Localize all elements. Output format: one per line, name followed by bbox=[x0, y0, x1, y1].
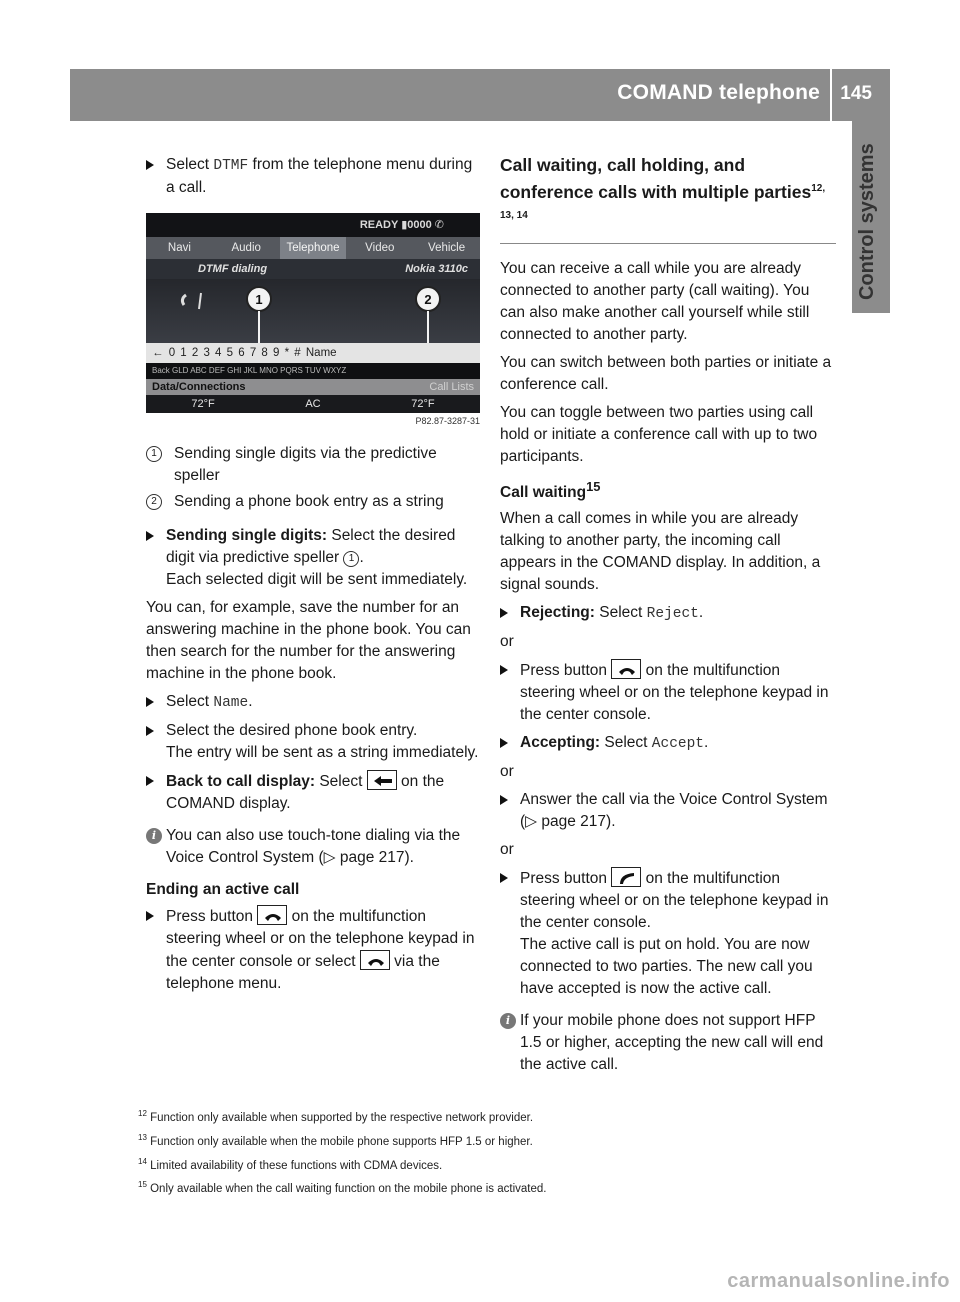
callout-2-number: 2 bbox=[146, 494, 162, 510]
step-press-accept: Press button on the multifunction steering wheel or on the telephone keypad in the center console. The active call is put on hold. You are now connected to two parties. The new call you have accepted is now the active call. bbox=[500, 867, 836, 1000]
dial-area-graphic bbox=[146, 279, 480, 343]
step-arrow-icon bbox=[146, 531, 154, 541]
callout-1-inline: 1 bbox=[343, 551, 359, 567]
heading-footnote-refs: 12, 13, 14 bbox=[500, 183, 826, 221]
section-label: Control systems bbox=[856, 143, 878, 300]
footnote-14: $^{14}$ Limited availability of these functions with CDMA devices. bbox=[138, 1156, 443, 1172]
step-arrow-icon bbox=[500, 873, 508, 883]
temp-left: 72°F bbox=[191, 398, 215, 410]
data-connections-bar bbox=[146, 379, 480, 395]
page-number: 145 bbox=[840, 83, 872, 104]
data-connections-item[interactable]: Data/Connections bbox=[152, 381, 246, 393]
figure-reference: P82.87-3287-31 bbox=[415, 416, 480, 426]
comand-screenshot bbox=[146, 213, 480, 413]
step-arrow-icon bbox=[146, 911, 154, 921]
step-end-call: Press button on the multifunction steering wheel or on the telephone keypad in the center console or select via the telephone menu. bbox=[146, 905, 484, 995]
end-call-icon bbox=[257, 905, 287, 925]
callout-1-marker bbox=[247, 287, 271, 343]
status-bar: READY ▮0000 ✆ bbox=[146, 213, 480, 237]
menu-audio[interactable]: Audio bbox=[231, 242, 261, 254]
menu-navi[interactable]: Navi bbox=[167, 242, 191, 254]
accept-call-icon bbox=[611, 867, 641, 887]
footnotes bbox=[138, 1104, 838, 1199]
callout-2-label: 2 bbox=[424, 292, 432, 307]
step-voice-answer: Answer the call via the Voice Control System (▷ page 217). bbox=[500, 789, 836, 833]
left-column bbox=[146, 154, 484, 1001]
step-arrow-icon bbox=[146, 697, 154, 707]
call-lists-item[interactable]: Call Lists bbox=[429, 381, 474, 393]
callout-1-description: 1 Sending single digits via the predictive speller bbox=[146, 443, 484, 487]
heading-rule bbox=[500, 243, 836, 244]
step-arrow-icon bbox=[500, 608, 508, 618]
ending-call-heading: Ending an active call bbox=[146, 881, 300, 898]
footnote-15: $^{15}$ Only available when the call waiting function on the mobile phone is activated. bbox=[138, 1180, 547, 1196]
para-save-number: You can, for example, save the number for an answering machine in the phone book. You can then search for the number for the answering machine in the phone book. bbox=[146, 599, 471, 682]
menu-video[interactable]: Video bbox=[365, 242, 395, 254]
reject-menu-item: Reject bbox=[646, 605, 699, 622]
step-select-name: Select Name. bbox=[146, 691, 484, 714]
climate-bar bbox=[146, 395, 480, 413]
or-separator: or bbox=[500, 762, 514, 780]
callout-2-marker bbox=[416, 287, 440, 343]
header-bar bbox=[70, 69, 890, 121]
step-reject: Rejecting: Select Reject. bbox=[500, 602, 836, 625]
para-call-waiting-intro: You can receive a call while you are already connected to another party (call waiting). You can also make another call yourself while still connected to another party. bbox=[500, 259, 810, 343]
phone-model: Nokia 3110c bbox=[405, 263, 468, 275]
step-arrow-icon bbox=[146, 160, 154, 170]
step-press-reject: Press button on the multifunction steering wheel or on the telephone keypad in the center console. bbox=[500, 659, 836, 726]
callout-1-label: 1 bbox=[255, 292, 263, 307]
end-call-icon bbox=[611, 659, 641, 679]
footnote-12: $^{12}$ Function only available when supported by the respective network provider. bbox=[138, 1109, 534, 1124]
info-icon: i bbox=[500, 1013, 516, 1029]
or-separator: or bbox=[500, 632, 514, 650]
step-arrow-icon bbox=[146, 776, 154, 786]
step-back-to-call: Back to call display: Select on the COMAND display. bbox=[146, 770, 484, 815]
step-accept: Accepting: Select Accept. bbox=[500, 732, 836, 755]
step-arrow-icon bbox=[500, 738, 508, 748]
footnote-13: $^{13}$ Function only available when the mobile phone supports HFP 1.5 or higher. bbox=[138, 1132, 533, 1148]
step-select-entry: Select the desired phone book entry. The entry will be sent as a string immediately. bbox=[146, 720, 484, 764]
para-toggle-parties: You can toggle between two parties using call hold or initiate a conference call with up to two participants. bbox=[500, 403, 818, 465]
predictive-speller-letters[interactable]: Back GLD ABC DEF GHI JKL MNO PQRS TUV WXYZ bbox=[146, 363, 480, 379]
call-waiting-heading: Call waiting$^{15}$ bbox=[500, 478, 601, 501]
para-call-waiting: When a call comes in while you are already talking to another party, the incoming call appears in the COMAND display. In addition, a signal sounds. bbox=[500, 509, 821, 593]
ac-label: AC bbox=[305, 398, 321, 410]
step-arrow-icon bbox=[146, 726, 154, 736]
name-menu-item: Name bbox=[213, 695, 249, 711]
step-arrow-icon bbox=[500, 665, 508, 675]
para-switch-parties: You can switch between both parties or initiate a conference call. bbox=[500, 353, 832, 393]
info-hfp: i If your mobile phone does not support HFP 1.5 or higher, accepting the new call will end the active call. bbox=[500, 1010, 836, 1076]
or-separator: or bbox=[500, 840, 514, 858]
callout-2-description: 2 Sending a phone book entry as a string bbox=[146, 491, 484, 513]
back-arrow-icon bbox=[367, 770, 397, 790]
step-sending-digits: Sending single digits: Select the desired digit via predictive speller 1 . Each selected digit will be sent immediately. bbox=[146, 525, 484, 591]
step-arrow-icon bbox=[500, 795, 508, 805]
watermark: carmanualsonline.info bbox=[727, 1270, 950, 1292]
temp-right: 72°F bbox=[411, 398, 435, 410]
menu-vehicle[interactable]: Vehicle bbox=[428, 242, 466, 254]
step-select-dtmf: Select DTMF from the telephone menu during a call. bbox=[146, 154, 484, 199]
callout-1-number: 1 bbox=[146, 446, 162, 462]
right-column bbox=[500, 154, 836, 1086]
chapter-title: COMAND telephone bbox=[617, 81, 820, 104]
predictive-speller-digits[interactable]: ← 0 1 2 3 4 5 6 7 8 9 * # Name bbox=[146, 343, 480, 363]
header-divider bbox=[830, 69, 832, 121]
main-menu bbox=[146, 237, 480, 259]
dtmf-title: DTMF dialing bbox=[198, 263, 268, 275]
info-touch-tone: i You can also use touch-tone dialing via the Voice Control System (▷ page 217). bbox=[146, 825, 484, 869]
end-call-icon bbox=[360, 950, 390, 970]
info-icon: i bbox=[146, 828, 162, 844]
dtmf-menu-item: DTMF bbox=[213, 158, 249, 174]
accept-menu-item: Accept bbox=[651, 735, 705, 752]
dial-area bbox=[146, 279, 480, 343]
menu-telephone[interactable]: Telephone bbox=[280, 237, 347, 259]
dtmf-title-bar bbox=[146, 259, 480, 279]
section-heading: Call waiting, call holding, and conference calls with multiple parties$^{12, 13, 14}$ bbox=[500, 155, 826, 221]
